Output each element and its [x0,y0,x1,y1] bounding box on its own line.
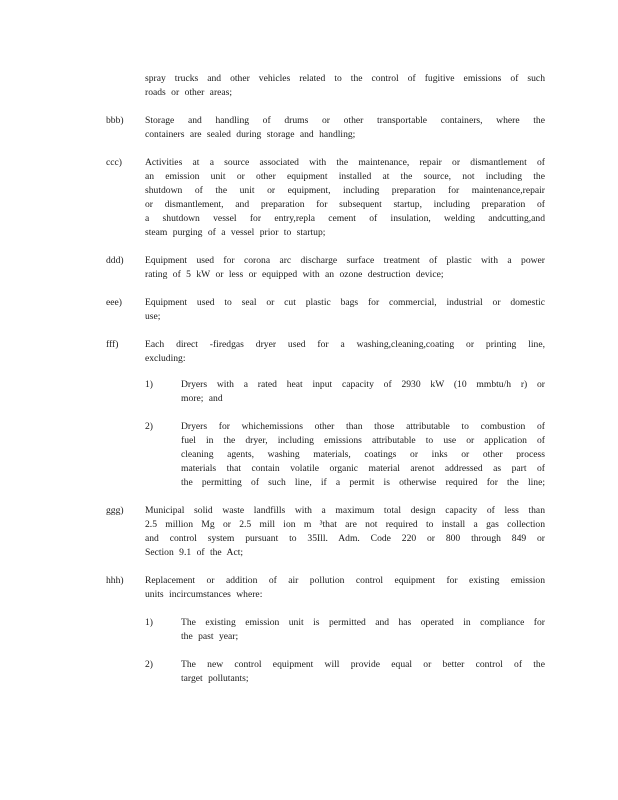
text-line: Activities at a source associated with the maintenance, repair or dismantlement of [145,157,545,168]
text-line: shutdown of the unit or equipment, including preparation for maintenance,repair [145,185,545,196]
item-text-ggg [145,504,545,560]
text-line: spray trucks and other vehicles related to the control of fugitive emissions of such [145,73,545,84]
item-text-hhh [145,574,545,602]
text-line: The existing emission unit is permitted and has operated in compliance for [181,617,545,628]
text-line: containers are sealed during storage and handling; [145,129,356,140]
text-line: Replacement or addition of air pollution control equipment for existing emission [145,575,545,586]
text-line: rating of 5 kW or less or equipped with an ozone destruction device; [145,269,444,280]
subitem-text [181,658,545,686]
text-line: Each direct -firedgas dryer used for a washing,cleaning,coating or printing line, [145,339,545,350]
item-label-fff: fff) [106,339,119,350]
subitem-text [181,420,545,490]
text-line: Equipment used to seal or cut plastic bags for commercial, industrial or domestic [145,297,545,308]
item-label-ddd: ddd) [106,255,124,266]
text-line: the permitting of such line, if a permit is otherwise required for the line; [181,477,545,488]
text-line: or dismantlement, and preparation for subsequent startup, including preparation of [145,199,545,210]
item-label-eee: eee) [106,297,122,308]
paragraph-continuation [145,72,545,100]
text-line: excluding: [145,353,186,364]
text-line: materials that contain volatile organic material arenot addressed as part of [181,463,545,474]
text-line: units incircumstances where: [145,589,263,600]
item-label-ggg: ggg) [106,505,124,516]
text-line: Equipment used for corona arc discharge surface treatment of plastic with a power [145,255,545,266]
text-line: and control system pursuant to 35Ill. Adm. Code 220 or 800 through 849 or [145,533,545,544]
text-line: Section 9.1 of the Act; [145,547,244,558]
text-line: fuel in the dryer, including emissions attributable to use or application of [181,435,545,446]
subitem-text [181,616,545,644]
item-text-ddd [145,254,545,282]
text-line: more; and [181,393,223,404]
item-label-ccc: ccc) [106,157,122,168]
text-line: Storage and handling of drums or other transportable containers, where the [145,115,545,126]
text-line: the past year; [181,631,239,642]
subitem-text [181,378,545,406]
text-line: steam purging of a vessel prior to startup; [145,227,326,238]
text-line: The new control equipment will provide equal or better control of the [181,659,545,670]
item-text-bbb [145,114,545,142]
item-text-ccc [145,156,545,240]
subitem-label: 1) [145,379,153,390]
item-label-bbb: bbb) [106,115,124,126]
text-line: cleaning agents, washing materials, coatings or inks or other process [181,449,545,460]
text-line: a shutdown vessel for entry,repla cement of insulation, welding andcutting,and [145,213,545,224]
item-text-eee [145,296,545,324]
text-line: use; [145,311,161,322]
text-line: an emission unit or other equipment installed at the source, not including the [145,171,545,182]
text-line: 2.5 million Mg or 2.5 mill ion m ³that are not required to install a gas collection [145,519,545,530]
text-line: target pollutants; [181,673,249,684]
subitem-label: 1) [145,617,153,628]
item-text-fff [145,338,545,366]
text-line: Dryers for whichemissions other than those attributable to combustion of [181,421,545,432]
text-line: Municipal solid waste landfills with a maximum total design capacity of less than [145,505,545,516]
subitem-label: 2) [145,421,153,432]
text-line: Dryers with a rated heat input capacity of 2930 kW (10 mmbtu/h r) or [181,379,545,390]
text-line: roads or other areas; [145,87,233,98]
subitem-label: 2) [145,659,153,670]
item-label-hhh: hhh) [106,575,124,586]
